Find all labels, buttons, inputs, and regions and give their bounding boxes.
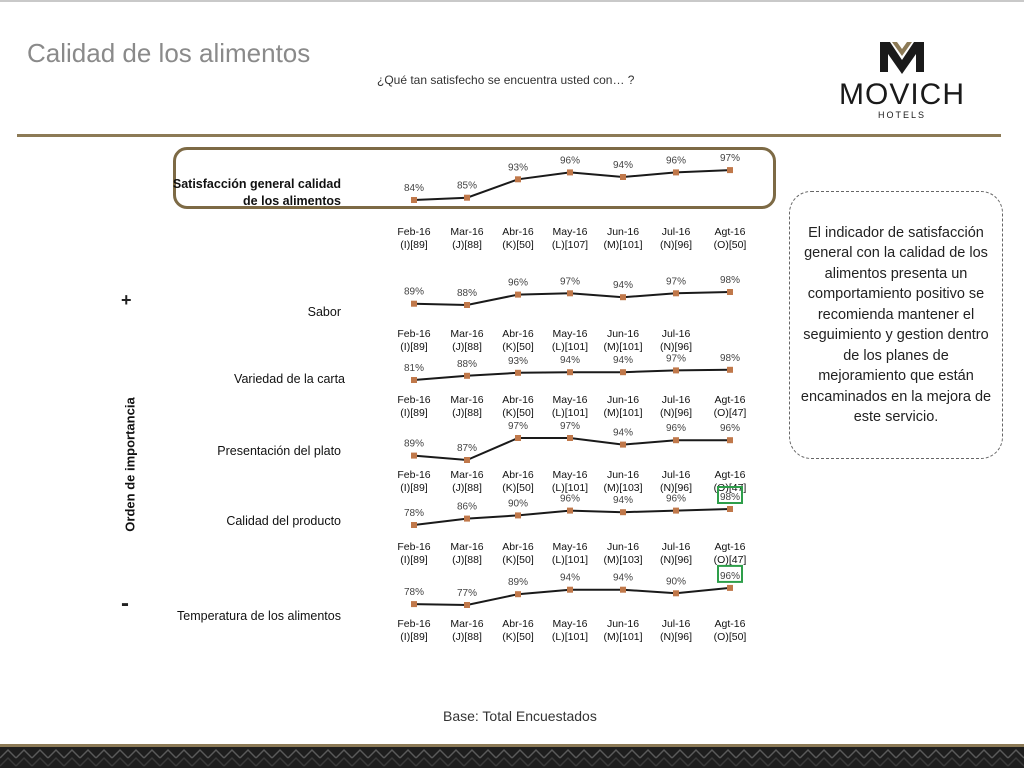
- data-point: [515, 512, 521, 518]
- importance-axis-label: Orden de importancia: [122, 397, 138, 532]
- data-point: [620, 587, 626, 593]
- footer-pattern: [0, 744, 1024, 768]
- logo-wordmark: MOVICH: [839, 78, 965, 111]
- data-point: [567, 369, 573, 375]
- data-point: [620, 369, 626, 375]
- data-label: 93%: [507, 162, 529, 174]
- tick-label: Jun-16 (M)[101]: [603, 618, 643, 643]
- data-point: [567, 435, 573, 441]
- tick-label: Jul-16 (N)[96]: [659, 328, 693, 353]
- data-point: [464, 516, 470, 522]
- importance-high-marker: +: [121, 290, 132, 310]
- data-point: [464, 302, 470, 308]
- tick-label: Agt-16 (O)[50]: [713, 226, 747, 251]
- data-label: 98%: [719, 492, 741, 503]
- data-point: [620, 294, 626, 300]
- tick-label: Mar-16 (J)[88]: [450, 541, 484, 566]
- row-label-line: de los alimentos: [243, 194, 341, 208]
- data-point: [567, 290, 573, 296]
- data-point: [567, 508, 573, 514]
- data-point: [727, 506, 733, 512]
- data-point: [673, 169, 679, 175]
- tick-label: Abr-16 (K)[50]: [502, 394, 534, 419]
- tick-label: Abr-16 (K)[50]: [502, 469, 534, 494]
- data-label: 96%: [665, 155, 687, 167]
- data-label: 96%: [559, 155, 581, 167]
- trend-chart-3: [397, 421, 746, 494]
- trend-chart-0: [397, 153, 746, 251]
- trend-chart-4: [397, 487, 746, 566]
- footer-gold-bar: [0, 744, 1024, 747]
- data-label: 84%: [403, 183, 425, 194]
- tick-label: Abr-16 (K)[50]: [502, 618, 534, 643]
- tick-label: Abr-16 (K)[50]: [502, 541, 534, 566]
- page-subtitle: ¿Qué tan satisfecho se encuentra usted con… ?: [377, 73, 635, 87]
- data-point: [727, 437, 733, 443]
- row-label-line: Calidad del producto: [226, 514, 341, 528]
- data-point: [673, 437, 679, 443]
- data-point: [673, 367, 679, 373]
- data-label: 88%: [456, 358, 478, 370]
- tick-label: Feb-16 (I)[89]: [397, 328, 431, 353]
- tick-label: Feb-16 (I)[89]: [397, 469, 431, 494]
- data-point: [515, 370, 521, 376]
- data-label: 98%: [719, 275, 741, 286]
- data-label: 96%: [507, 277, 529, 289]
- data-label: 90%: [665, 576, 687, 588]
- side-note-text: El indicador de satisfacción general con la calidad de los alimentos presenta un comportamiento positivo se recomienda mantener el seguimiento y gestion dentro de los planes de mejoramiento que están encaminados en la mejora de este servicio.: [800, 224, 992, 425]
- tick-label: May-16 (L)[107]: [551, 226, 589, 251]
- data-point: [464, 457, 470, 463]
- page-title: Calidad de los alimentos: [27, 38, 311, 68]
- data-label: 94%: [559, 355, 581, 367]
- data-label: 97%: [665, 276, 687, 288]
- data-label: 97%: [559, 421, 581, 432]
- data-label: 97%: [719, 153, 741, 165]
- importance-low-marker: -: [121, 590, 129, 617]
- data-label: 94%: [612, 160, 634, 171]
- trend-chart-1: [397, 275, 740, 353]
- data-point: [567, 169, 573, 175]
- tick-label: Jul-16 (N)[96]: [659, 541, 693, 566]
- tick-label: Agt-16 (O)[50]: [713, 618, 747, 643]
- tick-label: May-16 (L)[101]: [551, 328, 589, 353]
- tick-label: May-16 (L)[101]: [551, 618, 589, 643]
- data-point: [411, 301, 417, 307]
- data-point: [620, 174, 626, 180]
- data-point: [727, 585, 733, 591]
- data-label: 85%: [456, 180, 478, 192]
- tick-label: Jul-16 (N)[96]: [659, 226, 693, 251]
- data-point: [567, 587, 573, 593]
- tick-label: Jul-16 (N)[96]: [659, 618, 693, 643]
- data-label: 98%: [719, 352, 741, 364]
- data-point: [727, 167, 733, 173]
- data-label: 94%: [559, 572, 581, 584]
- data-point: [464, 195, 470, 201]
- data-point: [673, 590, 679, 596]
- data-label: 94%: [612, 495, 634, 507]
- tick-label: Jun-16 (M)[103]: [603, 541, 643, 566]
- tick-label: Agt-16 (O)[47]: [713, 394, 747, 419]
- trend-chart-5: [397, 566, 746, 643]
- data-label: 87%: [456, 443, 478, 454]
- side-note: [789, 191, 1003, 459]
- row-label-line: Variedad de la carta: [234, 372, 345, 386]
- data-label: 78%: [403, 508, 425, 519]
- data-point: [515, 435, 521, 441]
- data-point: [515, 591, 521, 597]
- data-label: 77%: [456, 588, 478, 599]
- data-label: 96%: [559, 493, 581, 505]
- data-label: 89%: [403, 286, 425, 298]
- logo-tagline: HOTELS: [877, 110, 927, 120]
- data-point: [515, 292, 521, 298]
- tick-label: May-16 (L)[101]: [551, 394, 589, 419]
- data-point: [464, 602, 470, 608]
- tick-label: Jun-16 (M)[101]: [603, 394, 643, 419]
- tick-label: Agt-16 (O)[47]: [713, 469, 747, 494]
- tick-label: Feb-16 (I)[89]: [397, 226, 431, 251]
- footer-band: [0, 744, 1024, 768]
- row-label-line: Satisfacción general calidad: [172, 177, 341, 191]
- tick-label: Feb-16 (I)[89]: [397, 394, 431, 419]
- tick-label: Feb-16 (I)[89]: [397, 541, 431, 566]
- data-label: 96%: [719, 423, 741, 435]
- data-point: [727, 289, 733, 295]
- tick-label: Agt-16 (O)[47]: [713, 541, 747, 566]
- data-label: 96%: [719, 570, 741, 582]
- data-label: 94%: [612, 572, 634, 584]
- data-label: 89%: [507, 577, 529, 589]
- data-label: 94%: [612, 280, 634, 292]
- tick-label: Jun-16 (M)[103]: [603, 469, 643, 494]
- tick-label: Mar-16 (J)[88]: [450, 226, 484, 251]
- data-point: [727, 367, 733, 373]
- data-label: 89%: [403, 438, 425, 450]
- tick-label: Mar-16 (J)[88]: [450, 328, 484, 353]
- tick-label: Mar-16 (J)[88]: [450, 469, 484, 494]
- row-label-line: Presentación del plato: [217, 444, 341, 458]
- data-point: [673, 508, 679, 514]
- data-label: 96%: [665, 493, 687, 505]
- tick-label: Jul-16 (N)[96]: [659, 394, 693, 419]
- data-label: 88%: [456, 288, 478, 299]
- row-label-line: Sabor: [307, 305, 341, 319]
- tick-label: Jun-16 (M)[101]: [603, 328, 643, 353]
- data-label: 97%: [507, 421, 529, 432]
- data-point: [620, 509, 626, 515]
- tick-label: Mar-16 (J)[88]: [450, 618, 484, 643]
- data-point: [411, 453, 417, 459]
- data-label: 97%: [665, 353, 687, 365]
- data-label: 93%: [507, 355, 529, 367]
- tick-label: Abr-16 (K)[50]: [502, 226, 534, 251]
- data-label: 81%: [403, 363, 425, 374]
- data-point: [620, 442, 626, 448]
- data-label: 90%: [507, 498, 529, 510]
- data-label: 78%: [403, 587, 425, 599]
- data-label: 94%: [612, 427, 634, 439]
- data-label: 86%: [456, 501, 478, 513]
- tick-label: Feb-16 (I)[89]: [397, 618, 431, 643]
- data-point: [515, 176, 521, 182]
- tick-label: May-16 (L)[101]: [551, 469, 589, 494]
- tick-label: Jul-16 (N)[96]: [659, 469, 693, 494]
- data-label: 96%: [665, 423, 687, 435]
- data-point: [411, 601, 417, 607]
- data-point: [411, 197, 417, 203]
- data-point: [673, 290, 679, 296]
- trend-chart-2: [397, 353, 746, 419]
- base-note: Base: Total Encuestados: [443, 708, 597, 724]
- tick-label: Jun-16 (M)[101]: [603, 226, 643, 251]
- data-point: [411, 377, 417, 383]
- tick-label: Abr-16 (K)[50]: [502, 328, 534, 353]
- data-point: [411, 522, 417, 528]
- tick-label: May-16 (L)[101]: [551, 541, 589, 566]
- data-label: 94%: [612, 355, 634, 367]
- data-label: 97%: [559, 276, 581, 288]
- tick-label: Mar-16 (J)[88]: [450, 394, 484, 419]
- data-point: [464, 373, 470, 379]
- row-label-line: Temperatura de los alimentos: [177, 609, 341, 623]
